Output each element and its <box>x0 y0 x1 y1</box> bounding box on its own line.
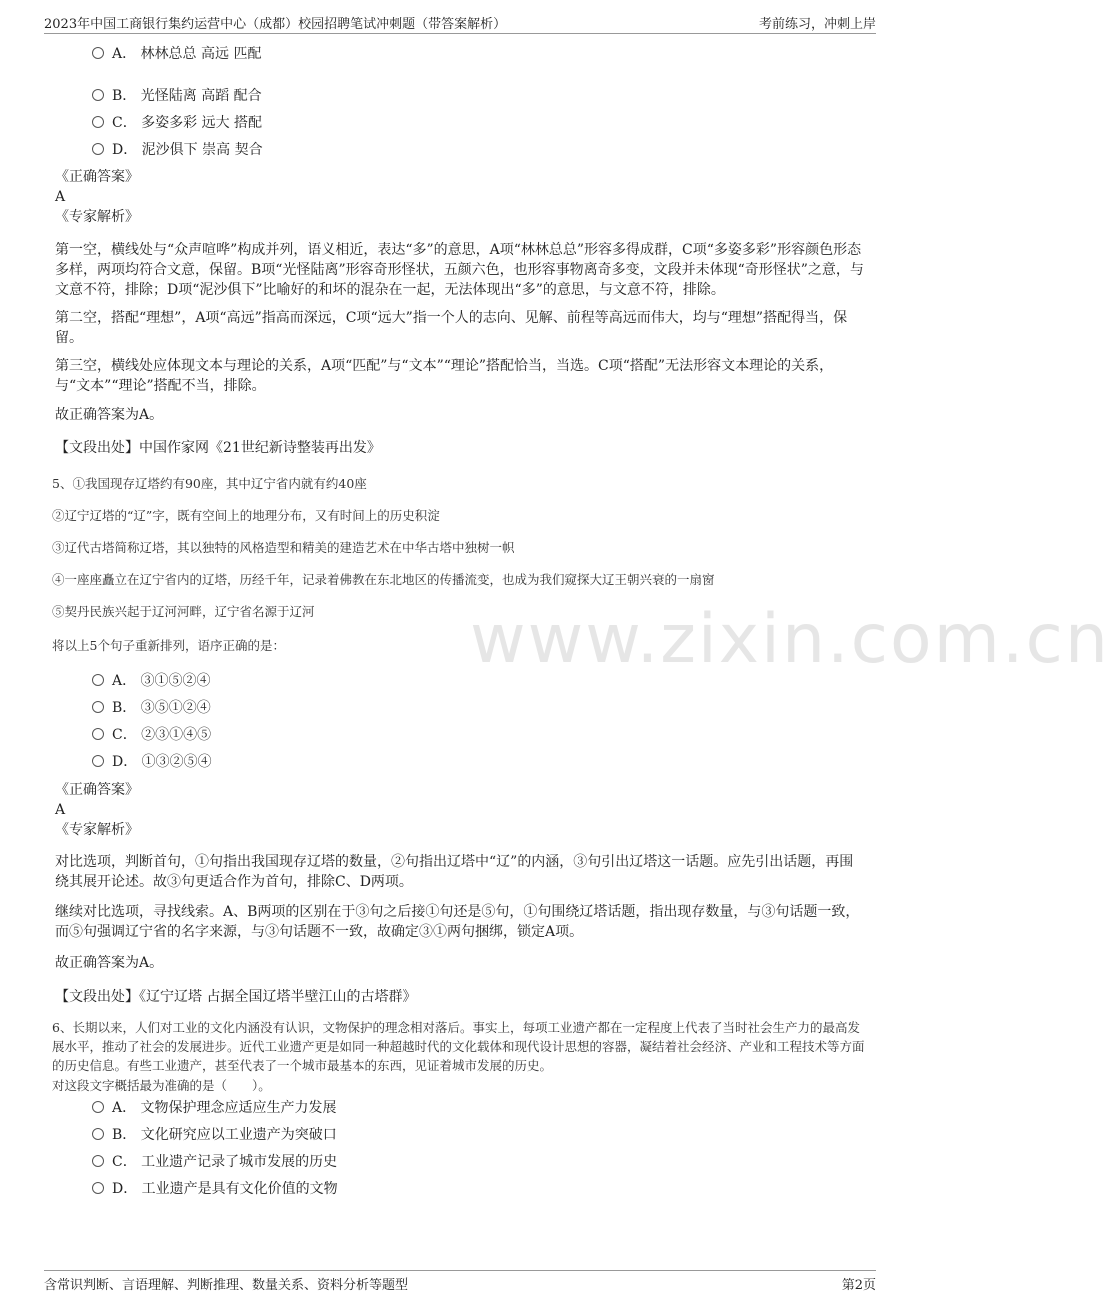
q5-answer: A <box>55 802 66 818</box>
radio-icon[interactable] <box>92 728 104 740</box>
radio-icon[interactable] <box>92 1155 104 1167</box>
radio-icon[interactable] <box>92 1128 104 1140</box>
radio-icon[interactable] <box>92 143 104 155</box>
radio-icon[interactable] <box>92 674 104 686</box>
option-label: C． ②③①④⑤ <box>112 727 212 743</box>
q5-option-a[interactable] <box>92 670 211 692</box>
q6-prompt: 对这段文字概括最为准确的是（ ）。 <box>52 1078 271 1093</box>
option-label: B． 光怪陆离 高蹈 配合 <box>112 88 262 104</box>
q5-analysis-p2: 继续对比选项，寻找线索。A、B两项的区别在于③句之后接①句还是⑤句，①句围绕辽塔话题，指出现存数量，与③句话题一致，而⑤句强调辽宁省的名字来源，与③句话题不一致，故确定③①两句捆绑，锁定A项。 <box>55 904 860 940</box>
option-label: B． 文化研究应以工业遗产为突破口 <box>112 1127 337 1143</box>
q5-prompt: 将以上5个句子重新排列，语序正确的是： <box>52 638 285 653</box>
option-label: D． ①③②⑤④ <box>112 754 212 770</box>
q5-answer-label: 《正确答案》 <box>55 782 139 798</box>
radio-icon[interactable] <box>92 1101 104 1113</box>
q4-answer-label: 《正确答案》 <box>55 169 139 185</box>
option-label: A． 林林总总 高远 匹配 <box>112 46 262 62</box>
q4-answer: A <box>55 189 66 205</box>
q4-option-d[interactable] <box>92 139 263 161</box>
option-label: D． 泥沙俱下 崇高 契合 <box>112 142 263 158</box>
watermark: www.zixin.com.cn <box>470 600 1110 679</box>
header-title: 2023年中国工商银行集约运营中心（成都）校园招聘笔试冲刺题（带答案解析） <box>44 17 507 32</box>
radio-icon[interactable] <box>92 47 104 59</box>
footer-description: 含常识判断、言语理解、判断推理、数量关系、资料分析等题型 <box>44 1278 409 1293</box>
option-label: D． 工业遗产是具有文化价值的文物 <box>112 1181 338 1197</box>
radio-icon[interactable] <box>92 1182 104 1194</box>
q5-analysis-label: 《专家解析》 <box>55 822 139 838</box>
radio-icon[interactable] <box>92 89 104 101</box>
header-slogan: 考前练习，冲刺上岸 <box>758 17 876 32</box>
q4-option-a[interactable] <box>92 43 261 65</box>
q4-source: 【文段出处】中国作家网《21世纪新诗整装再出发》 <box>55 440 381 456</box>
q4-conclusion: 故正确答案为A。 <box>55 407 164 423</box>
option-label: A． 文物保护理念应适应生产力发展 <box>112 1100 337 1116</box>
q4-analysis-p2: 第二空，搭配“理想”，A项“高远”指高而深远，C项“远大”指一个人的志向、见解、前程等高远而伟大，均与“理想”搭配得当，保留。 <box>55 310 848 346</box>
q5-sentence-3: ③辽代古塔简称辽塔，其以独特的风格造型和精美的建造艺术在中华古塔中独树一帜 <box>52 540 515 555</box>
q5-option-b[interactable] <box>92 697 211 719</box>
q6-option-d[interactable] <box>92 1178 338 1200</box>
radio-icon[interactable] <box>92 755 104 767</box>
q5-option-d[interactable] <box>92 751 212 773</box>
q6-option-c[interactable] <box>92 1151 337 1173</box>
q5-sentence-2: ②辽宁辽塔的“辽”字，既有空间上的地理分布，又有时间上的历史积淀 <box>52 508 440 523</box>
q4-option-c[interactable] <box>92 112 262 134</box>
q4-analysis-p3: 第三空，横线处应体现文本与理论的关系，A项“匹配”与“文本”“理论”搭配恰当，当选。C项“搭配”无法形容文本理论的关系，与“文本”“理论”搭配不当，排除。 <box>55 358 834 394</box>
q5-source: 【文段出处】《辽宁辽塔 占据全国辽塔半壁江山的古塔群》 <box>55 989 417 1005</box>
page-header <box>44 11 876 34</box>
option-label: B． ③⑤①②④ <box>112 700 211 716</box>
q4-option-b[interactable] <box>92 85 262 107</box>
radio-icon[interactable] <box>92 701 104 713</box>
q6-stem: 6、长期以来，人们对工业的文化内涵没有认识，文物保护的理念相对落后。事实上，每项工业遗产都在一定程度上代表了当时社会生产力的最高发展水平，推动了社会的发展进步。近代工业遗产更是如同一种超越时代的文化载体和现代设计思想的容器，凝结着社会经济、产业和工程技术等方面的历史信息。有些工业遗产，甚至代表了一个城市最基本的东西，见证着城市发展的历史。 <box>52 1020 865 1073</box>
q5-sentence-1: 5、①我国现存辽塔约有90座，其中辽宁省内就有约40座 <box>52 476 367 491</box>
page-number: 第2页 <box>841 1278 876 1293</box>
q5-sentence-5: ⑤契丹民族兴起于辽河河畔，辽宁省名源于辽河 <box>52 604 315 619</box>
q5-option-c[interactable] <box>92 724 211 746</box>
q4-analysis-label: 《专家解析》 <box>55 209 139 225</box>
q5-analysis-p1: 对比选项，判断首句，①句指出我国现存辽塔的数量，②句指出辽塔中“辽”的内涵，③句引出辽塔这一话题。应先引出话题，再围绕其展开论述。故③句更适合作为首句，排除C、D两项。 <box>55 854 854 890</box>
q6-option-b[interactable] <box>92 1124 337 1146</box>
page-footer <box>44 1270 876 1293</box>
q5-sentence-4: ④一座座矗立在辽宁省内的辽塔，历经千年，记录着佛教在东北地区的传播流变，也成为我们窥探大辽王朝兴衰的一扇窗 <box>52 572 715 587</box>
option-label: C． 工业遗产记录了城市发展的历史 <box>112 1154 338 1170</box>
radio-icon[interactable] <box>92 116 104 128</box>
q5-conclusion: 故正确答案为A。 <box>55 955 164 971</box>
q6-option-a[interactable] <box>92 1097 337 1119</box>
q4-analysis-p1: 第一空，横线处与“众声喧哗”构成并列，语义相近，表达“多”的意思，A项“林林总总”形容多得成群，C项“多姿多彩”形容颜色形态多样，两项均符合文意，保留。B项“光怪陆离”形容奇形怪状，五颜六色，也形容事物离奇多变，文段并未体现“奇形怪状”之意，与文意不符，排除；D项“泥沙俱下”比喻好的和坏的混杂在一起，无法体现出“多”的意思，与文意不符，排除。 <box>55 242 864 298</box>
option-label: C． 多姿多彩 远大 搭配 <box>112 115 263 131</box>
option-label: A． ③①⑤②④ <box>112 673 211 689</box>
